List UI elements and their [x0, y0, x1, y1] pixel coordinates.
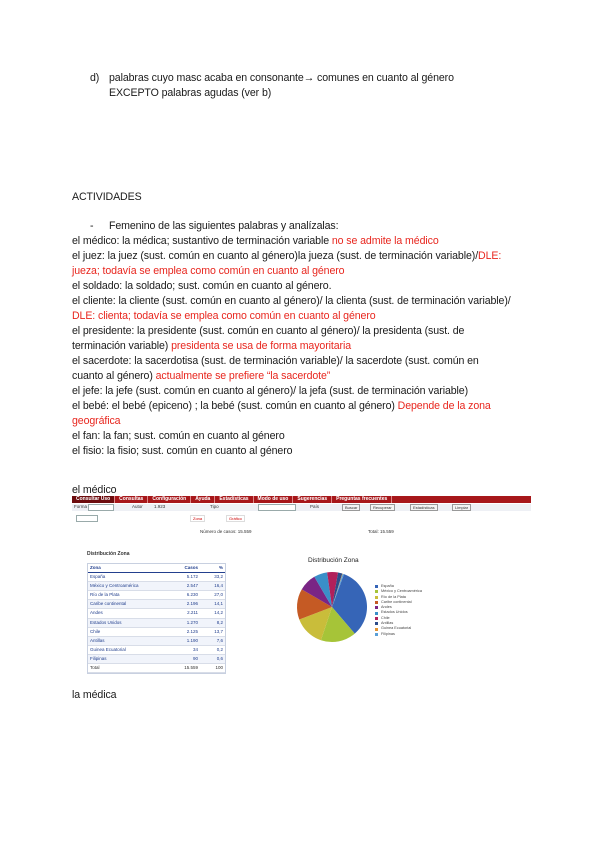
- table-row: Andes 2.211 14,2: [88, 609, 225, 618]
- answer-line: el juez: la juez (sust. común en cuanto al género)la jueza (sust. de terminación variable)/DLE: jueza; todavía se emplea como común en cuanto al género: [72, 250, 502, 277]
- table-row: Antillas 1.190 7,6: [88, 637, 225, 646]
- table-row: México y Centroamérica 2.547 16,4: [88, 582, 225, 591]
- nav-tab: Estadísticas: [215, 496, 253, 503]
- legend-swatch: [375, 633, 378, 636]
- nav-tab: Consultar Uso: [72, 496, 115, 503]
- legend-label: Antillas: [381, 621, 394, 626]
- answer-line: el jefe: la jefe (sust. común en cuanto al género)/ la jefa (sust. de terminación variable): [72, 385, 469, 397]
- legend-swatch: [375, 601, 378, 604]
- list-marker: d): [90, 72, 100, 84]
- filter-label: Tipo: [210, 504, 219, 509]
- correction-note: presidenta se usa de forma mayoritaria: [171, 340, 351, 352]
- filter-label: Forma: [74, 504, 88, 509]
- exercise-answers: [72, 234, 512, 459]
- filter-label: País: [310, 504, 320, 509]
- answer-line: el sacerdote: la sacerdotisa (sust. de terminación variable)/ la sacerdote (sust. común en cuanto al género) actualmente se prefiere “la sacerdote”: [72, 355, 479, 382]
- table-total-row: Total 15.559 100: [88, 664, 225, 673]
- table-row: Caribe continental 2.196 14,1: [88, 600, 225, 609]
- legend-label: Andes: [381, 605, 392, 610]
- legend-label: España: [381, 584, 394, 588]
- clear-button: Limpiar: [452, 504, 471, 511]
- pie-chart: [294, 569, 370, 645]
- answer-line: el cliente: la cliente (sust. común en cuanto al género)/ la clienta (sust. de terminación variable)/ DLE: clienta; todavía se emplea como común en cuanto al género: [72, 295, 511, 322]
- legend-item: [375, 632, 422, 637]
- legend-swatch: [375, 606, 378, 609]
- table-row: Guinea Ecuatorial 34 0,2: [88, 646, 225, 655]
- nav-tab: Preguntas frecuentes: [332, 496, 392, 503]
- corpus-filter-bar: [72, 504, 531, 511]
- table-row: España 5.172 33,2: [88, 573, 225, 582]
- legend-label: México y Centroamérica: [381, 589, 422, 594]
- figure-caption: el médico: [72, 484, 117, 496]
- legend-label: Filipinas: [381, 631, 395, 636]
- bullet-marker: -: [90, 220, 94, 232]
- answer-line: el soldado: la soldado; sust. común en cuanto al género.: [72, 280, 332, 292]
- legend-swatch: [375, 596, 378, 599]
- legend-label: Estados Unidos: [381, 610, 408, 615]
- table-header: Casos: [184, 565, 198, 570]
- status-text: Total: 15.559: [368, 529, 394, 534]
- correction-note: actualmente se prefiere “la sacerdote”: [155, 370, 331, 382]
- filter-value: 1.923: [154, 504, 166, 509]
- legend-label: Guinea Ecuatorial: [381, 626, 412, 631]
- bullet-text: Femenino de las siguientes palabras y analízalas:: [109, 220, 339, 232]
- nav-tab: Modo de uso: [254, 496, 294, 503]
- stats-button: Estadísticas: [410, 504, 438, 511]
- correction-note: Depende de la zona geográfica: [72, 400, 491, 427]
- table-row: Filipinas 90 0,6: [88, 655, 225, 664]
- search-button: Buscar: [342, 504, 360, 511]
- filter-input: [88, 504, 114, 511]
- pie-title: Distribución Zona: [308, 557, 359, 564]
- nav-tab: Sugerencias: [293, 496, 332, 503]
- answer-line: el fisio: la fisio; sust. común en cuanto al género: [72, 445, 293, 457]
- table-header-row: [88, 564, 225, 573]
- answer-line: el médico: la médica; sustantivo de terminación variable no se admite la médico: [72, 235, 439, 247]
- table-row: Chile 2.125 13,7: [88, 628, 225, 637]
- status-text: Número de casos: 15.559: [200, 529, 252, 534]
- correction-note: DLE: clienta; todavía se emplea como común en cuanto al género: [72, 310, 376, 322]
- legend-swatch: [375, 585, 378, 588]
- corpus-nav-bar: [72, 496, 531, 503]
- table-row: Río de la Plata 6.230 27,0: [88, 591, 225, 600]
- legend-swatch: [375, 628, 378, 631]
- legend-label: Caribe continental: [381, 599, 412, 604]
- table-header: %: [218, 565, 223, 570]
- chart-red-button: Gráfico: [226, 515, 245, 522]
- list-item-text: EXCEPTO palabras agudas (ver b): [109, 87, 272, 99]
- zone-red-button: Zona: [190, 515, 205, 522]
- list-item-text: palabras cuyo masc acaba en consonante→ comunes en cuanto al género: [109, 72, 454, 84]
- answer-line: el presidente: la presidente (sust. común en cuanto al género)/ la presidenta (sust. de terminación variable) presidenta se usa de forma mayoritaria: [72, 325, 465, 352]
- legend-swatch: [375, 590, 378, 593]
- filter-select: [258, 504, 296, 511]
- retrieve-button: Recuperar: [370, 504, 395, 511]
- legend-label: Río de la Plata: [381, 594, 406, 599]
- table-title: Distribución Zona: [87, 551, 130, 557]
- filter-input: [76, 515, 98, 522]
- filter-label: Autor: [132, 504, 143, 509]
- distribution-table: [87, 563, 226, 674]
- answer-line: el bebé: el bebé (epiceno) ; la bebé (sust. común en cuanto al género) Depende de la zona geográfica: [72, 400, 491, 427]
- corpus-screenshot: [72, 496, 531, 671]
- legend-swatch: [375, 617, 378, 620]
- nav-tab: Consultas: [115, 496, 148, 503]
- pie-legend: [375, 584, 422, 637]
- correction-note: DLE: jueza; todavía se emplea como común en cuanto al género: [72, 250, 502, 277]
- figure-caption: la médica: [72, 689, 117, 701]
- legend-swatch: [375, 622, 378, 625]
- legend-swatch: [375, 612, 378, 615]
- answer-line: el fan: la fan; sust. común en cuanto al género: [72, 430, 285, 442]
- nav-tab: Ayuda: [191, 496, 215, 503]
- nav-tab: Configuración: [148, 496, 191, 503]
- correction-note: no se admite la médico: [331, 235, 439, 247]
- section-heading: ACTIVIDADES: [72, 191, 142, 203]
- table-row: Estados Unidos 1.270 8,2: [88, 619, 225, 628]
- legend-label: Chile: [381, 615, 390, 620]
- table-header: Zona: [90, 565, 101, 570]
